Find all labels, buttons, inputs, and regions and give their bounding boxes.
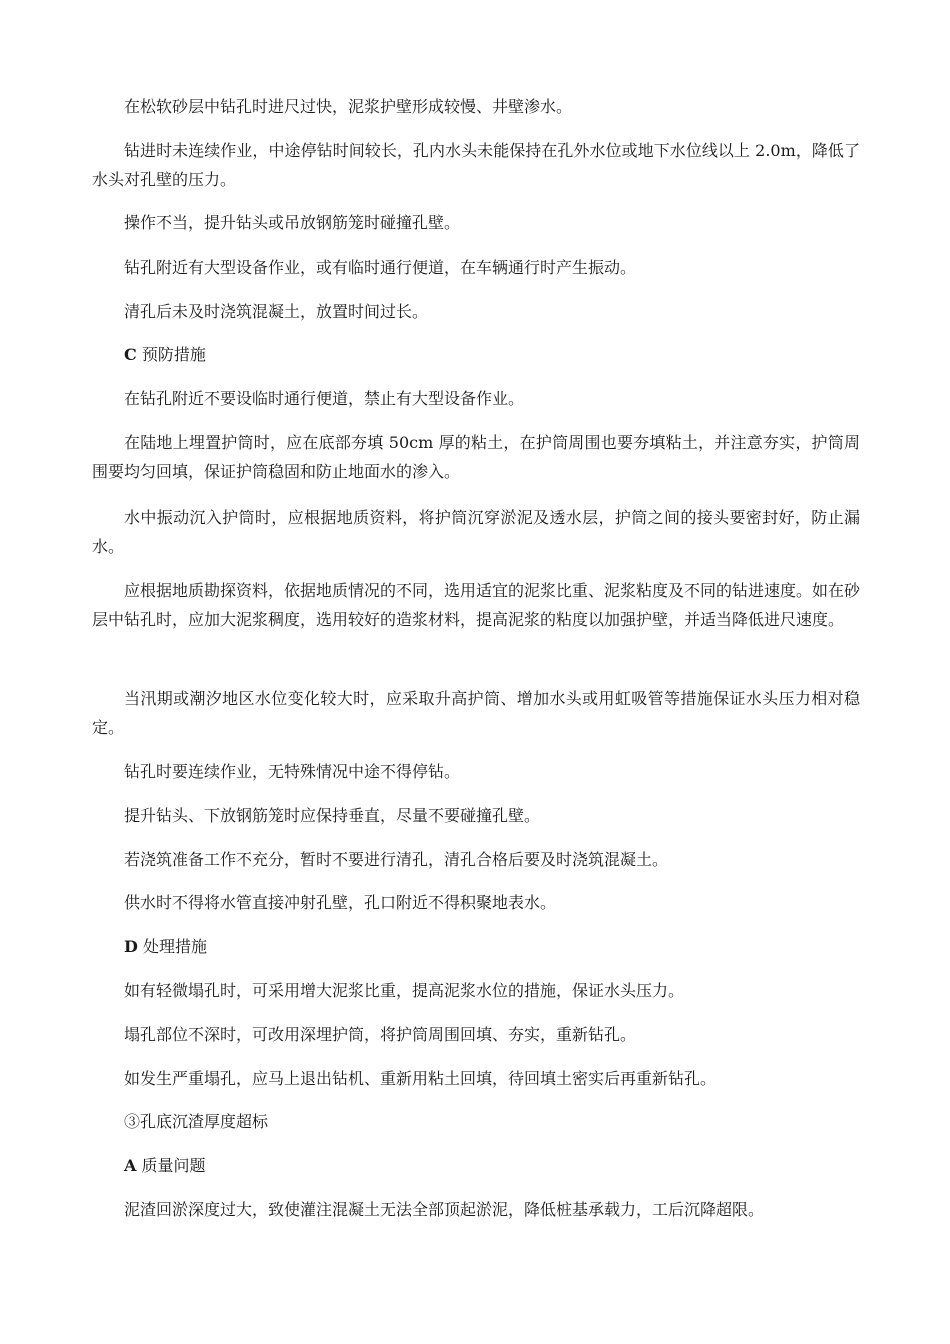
paragraph: 供水时不得将水管直接冲射孔壁，孔口附近不得积聚地表水。 (124, 893, 557, 912)
paragraph: 钻进时未连续作业，中途停钻时间较长，孔内水头未能保持在孔外水位或地下水位线以上 2.0m，降低了水头对孔壁的压力。 (92, 141, 860, 189)
subsection-heading: ③孔底沉渣厚度超标 (124, 1112, 269, 1131)
paragraph: 提升钻头、下放钢筋笼时应保持垂直，尽量不要碰撞孔壁。 (124, 806, 541, 825)
section-heading-c: C 预防措施 (124, 345, 206, 364)
paragraph: 泥渣回淤深度过大，致使灌注混凝土无法全部顶起淤泥，降低桩基承载力，工后沉降超限。 (124, 1200, 765, 1219)
paragraph: 钻孔附近有大型设备作业，或有临时通行便道，在车辆通行时产生振动。 (124, 258, 637, 277)
paragraph: 在松软砂层中钻孔时进尺过快，泥浆护壁形成较慢、井壁渗水。 (124, 97, 573, 116)
paragraph: 水中振动沉入护筒时，应根据地质资料，将护筒沉穿淤泥及透水层，护筒之间的接头要密封好，防止漏水。 (92, 508, 860, 556)
section-heading-a: A 质量问题 (124, 1156, 206, 1175)
paragraph: 在钻孔附近不要设临时通行便道，禁止有大型设备作业。 (124, 389, 525, 408)
paragraph: 当汛期或潮汐地区水位变化较大时，应采取升高护筒、增加水头或用虹吸管等措施保证水头压力相对稳定。 (92, 689, 860, 737)
paragraph: 应根据地质勘探资料，依据地质情况的不同，选用适宜的泥浆比重、泥浆粘度及不同的钻进速度。如在砂层中钻孔时，应加大泥浆稠度，选用较好的造浆材料，提高泥浆的粘度以加强护壁，并适当降低进尺速度。 (92, 581, 861, 629)
paragraph: 如有轻微塌孔时，可采用增大泥浆比重，提高泥浆水位的措施，保证水头压力。 (124, 981, 685, 1000)
paragraph: 如发生严重塌孔，应马上退出钻机、重新用粘土回填，待回填土密实后再重新钻孔。 (124, 1069, 717, 1088)
paragraph: 塌孔部位不深时，可改用深埋护筒，将护筒周围回填、夯实，重新钻孔。 (124, 1025, 637, 1044)
paragraph: 清孔后未及时浇筑混凝土，放置时间过长。 (124, 302, 429, 321)
paragraph: 在陆地上埋置护筒时，应在底部夯填 50cm 厚的粘土，在护筒周围也要夯填粘土，并注意夯实，护筒周围要均匀回填，保证护筒稳固和防止地面水的渗入。 (92, 433, 860, 481)
paragraph: 若浇筑准备工作不充分，暂时不要进行清孔，清孔合格后要及时浇筑混凝土。 (124, 850, 669, 869)
paragraph: 钻孔时要连续作业，无特殊情况中途不得停钻。 (124, 762, 461, 781)
paragraph: 操作不当，提升钻头或吊放钢筋笼时碰撞孔壁。 (124, 213, 461, 232)
section-heading-d: D 处理措施 (124, 937, 207, 956)
